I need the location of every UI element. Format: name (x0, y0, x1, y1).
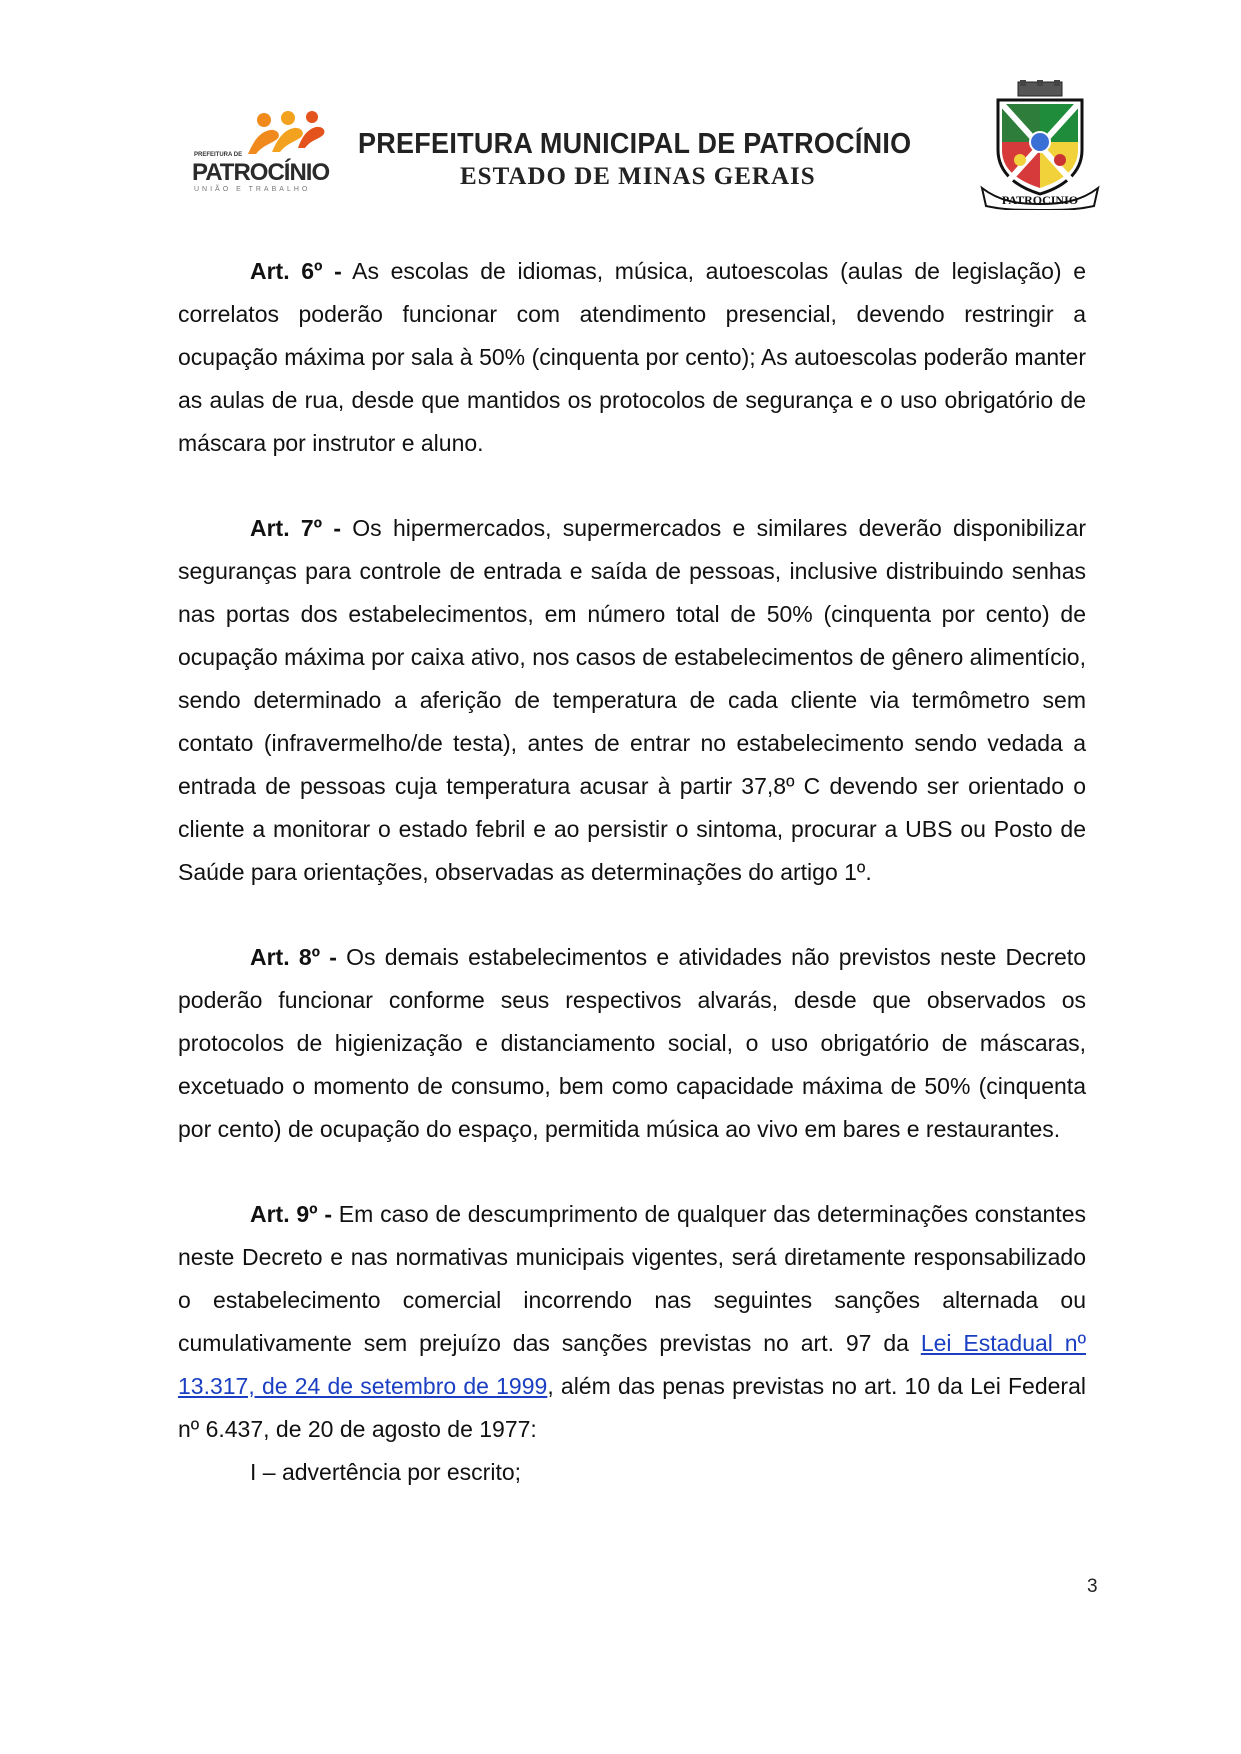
article-9 (178, 1193, 1086, 1451)
lei-estadual-link[interactable]: Lei Estadual nº 13.317, de 24 de setembro de 1999 (178, 1330, 1086, 1399)
page-header (0, 0, 1241, 220)
list-item: I – advertência por escrito; (250, 1459, 522, 1485)
article-text: Os hipermercados, supermercados e similares deverão disponibilizar seguranças para controle de entrada e saída de pessoas, inclusive distribuindo senhas nas portas dos estabelecimentos, em número total de 50% (cinquenta por cento) de ocupação máxima por caixa ativo, nos casos de estabelecimentos de gênero alimentício, sendo determinado a aferição de temperatura de cada cliente via termômetro sem contato (infravermelho/de testa), antes de entrar no estabelecimento sendo vedada a entrada de pessoas cuja temperatura acusar à partir 37,8º C devendo ser orientado o cliente a monitorar o estado febril e ao persistir o sintoma, procurar a UBS ou Posto de Saúde para orientações, observadas as determinações do artigo 1º. (178, 515, 1086, 885)
article-8 (178, 936, 1086, 1151)
article-lead: Art. 7º - (250, 515, 342, 541)
article-text: Em caso de descumprimento de qualquer das determinações constantes neste Decreto e nas normativas municipais vigentes, será diretamente responsabilizado o estabelecimento comercial incorrendo nas seguintes sanções alternada ou cumulativamente sem prejuízo das sanções previstas no art. 97 da (178, 1201, 1086, 1356)
people-logo-icon (242, 110, 332, 158)
header-title: PREFEITURA MUNICIPAL DE PATROCÍNIO (358, 128, 912, 160)
page-number: 3 (1087, 1576, 1098, 1597)
article-lead: Art. 9º - (250, 1201, 333, 1227)
crest-banner-text: PATROCINIO (1001, 193, 1079, 207)
article-lead: Art. 8º - (250, 944, 337, 970)
article-7 (178, 507, 1086, 894)
logo-tagline: UNIÃO E TRABALHO (194, 186, 311, 193)
header-subtitle: ESTADO DE MINAS GERAIS (460, 163, 816, 190)
article-text-after-link: , além das penas previstas no art. 10 da Lei Federal nº 6.437, de 20 de agosto de 1977: (178, 1373, 1086, 1442)
municipal-coat-of-arms-icon (980, 80, 1100, 210)
article-text: Os demais estabelecimentos e atividades não previstos neste Decreto poderão funcionar conforme seus respectivos alvarás, desde que observados os protocolos de higienização e distanciamento social, o uso obrigatório de máscaras, excetuado o momento de consumo, bem como capacidade máxima de 50% (cinquenta por cento) de ocupação do espaço, permitida música ao vivo em bares e restaurantes. (178, 944, 1086, 1142)
header-title-block (358, 128, 978, 191)
article-lead: Art. 6º - (250, 258, 342, 284)
article-6 (178, 250, 1086, 465)
logo-small-text: PREFEITURA DE (194, 152, 243, 158)
prefeitura-logo (190, 110, 340, 200)
logo-name: PATROCÍNIO (192, 159, 330, 186)
article-text: As escolas de idiomas, música, autoescolas (aulas de legislação) e correlatos poderão funcionar com atendimento presencial, devendo restringir a ocupação máxima por sala à 50% (cinquenta por cento); As autoescolas poderão manter as aulas de rua, desde que mantidos os protocolos de segurança e o uso obrigatório de máscara por instrutor e aluno. (178, 258, 1086, 456)
document-body (178, 250, 1086, 1494)
